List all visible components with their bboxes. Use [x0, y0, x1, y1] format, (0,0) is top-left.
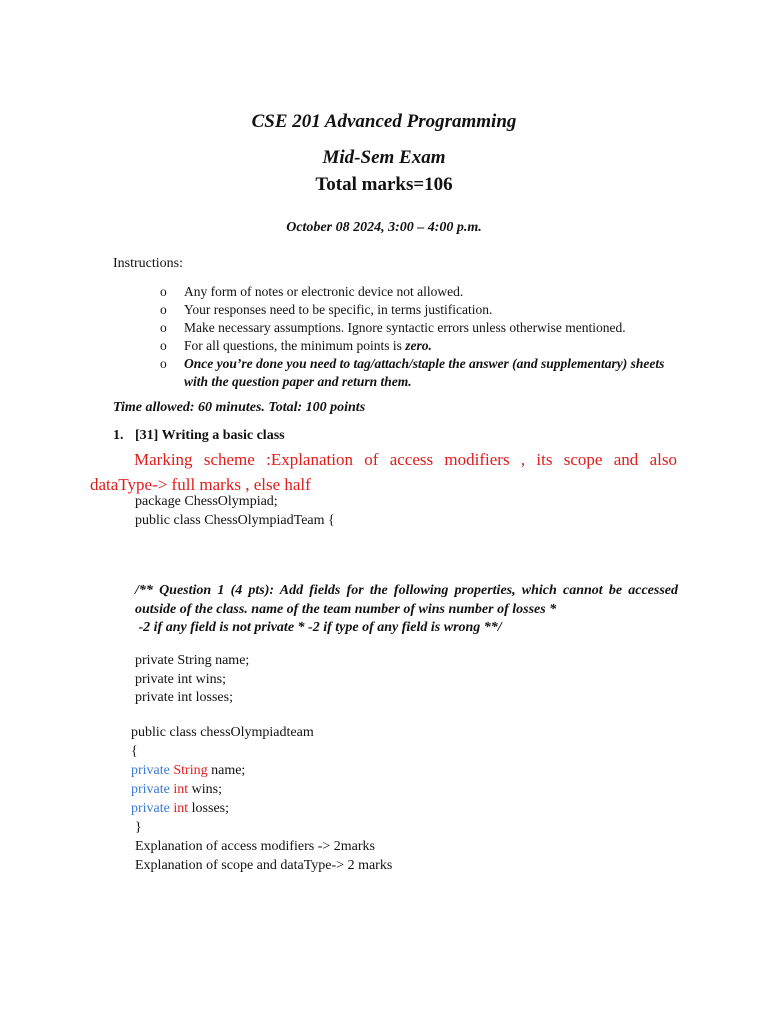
question-comment	[135, 582, 678, 638]
field-declarations	[135, 652, 249, 708]
answer-class-decl: public class chessOlympiadteam	[131, 725, 314, 740]
comment-line: outside of the class. name of the team number of wins number of losses *	[135, 601, 557, 617]
time-allowed: Time allowed: 60 minutes. Total: 100 points	[113, 400, 366, 415]
instruction-item	[160, 355, 690, 391]
instructions-list	[160, 283, 690, 391]
instruction-text: For all questions, the minimum points is	[184, 338, 406, 353]
answer-field	[131, 799, 392, 818]
instruction-item	[160, 319, 690, 337]
answer-close-brace: }	[135, 820, 142, 835]
marking-scheme-line1: Marking scheme :Explanation of access modifiers , its scope and also	[134, 450, 677, 469]
field-line: private String name;	[135, 653, 250, 668]
answer-explanation: Explanation of scope and dataType-> 2 marks	[135, 858, 393, 873]
instructions-heading: Instructions:	[113, 256, 183, 271]
field-type: int	[173, 782, 189, 797]
exam-title: Mid-Sem Exam	[322, 147, 446, 168]
question-title: [31] Writing a basic class	[135, 428, 285, 443]
question-number: 1.	[113, 428, 124, 443]
code-line: package ChessOlympiad;	[135, 494, 278, 509]
marking-scheme	[90, 447, 677, 497]
bullet-icon: o	[160, 338, 167, 353]
field-modifier: private	[131, 763, 170, 778]
bullet-icon: o	[160, 356, 167, 371]
field-name: losses;	[188, 801, 229, 816]
instruction-text-line1: Once you’re done you need to tag/attach/staple the answer (and supplementary) sheets	[184, 356, 665, 371]
instruction-text-line2: with the question paper and return them.	[184, 374, 412, 389]
answer-open-brace: {	[131, 744, 138, 759]
instruction-item	[160, 301, 690, 319]
bullet-icon: o	[160, 302, 167, 317]
field-modifier: private	[131, 801, 170, 816]
question-heading	[113, 428, 285, 444]
answer-explanation: Explanation of access modifiers -> 2marks	[135, 839, 375, 854]
field-name: name;	[207, 763, 246, 778]
field-name: wins;	[188, 782, 222, 797]
code-line: public class ChessOlympiadTeam {	[135, 512, 335, 528]
instruction-item	[160, 283, 690, 301]
answer-block	[131, 723, 392, 875]
instruction-text: Make necessary assumptions. Ignore syntactic errors unless otherwise mentioned.	[184, 320, 626, 335]
bullet-icon: o	[160, 284, 167, 299]
bullet-icon: o	[160, 320, 167, 335]
comment-line: /** Question 1 (4 pts): Add fields for the following properties, which cannot be accessed	[135, 583, 678, 598]
instruction-text: Your responses need to be specific, in terms justification.	[184, 302, 493, 317]
answer-field	[131, 761, 392, 780]
marking-scheme-line2: dataType-> full marks , else half	[90, 475, 311, 494]
instruction-text: Any form of notes or electronic device not allowed.	[184, 284, 464, 299]
code-block-header	[135, 493, 335, 530]
instruction-emphasis: zero.	[405, 338, 432, 353]
exam-date-time: October 08 2024, 3:00 – 4:00 p.m.	[286, 220, 482, 235]
course-title: CSE 201 Advanced Programming	[251, 111, 517, 132]
answer-field	[131, 780, 392, 799]
instruction-item	[160, 337, 690, 355]
field-line: private int losses;	[135, 690, 233, 705]
field-modifier: private	[131, 782, 170, 797]
total-marks: Total marks=106	[315, 174, 453, 195]
field-type: int	[173, 801, 189, 816]
comment-line: -2 if any field is not private * -2 if type of any field is wrong **/	[135, 620, 502, 635]
field-type: String	[173, 763, 208, 778]
field-line: private int wins;	[135, 671, 226, 687]
